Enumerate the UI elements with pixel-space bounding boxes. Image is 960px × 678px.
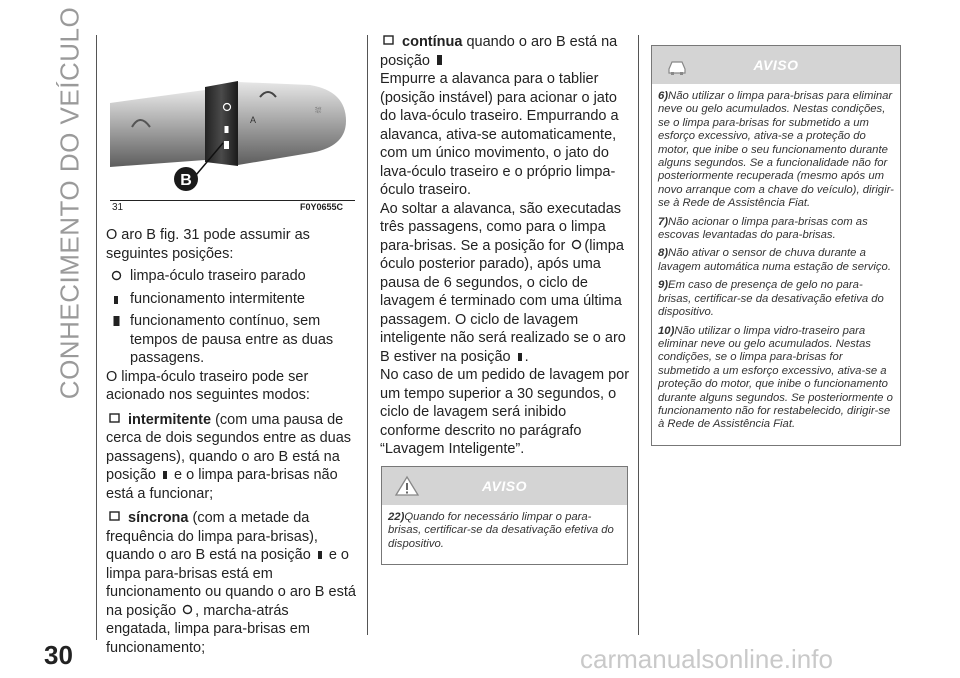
warning-item: 10)Não utilizar o limpa vidro-traseiro para eliminar neve ou gelo acumulados. Nestas condições, se o limpa para-brisas for submetido a um esforço excessivo, ativa-se a proteção do motor, que inibe o funcionamento durante alguns segundos. Se posteriormente o funcionamento não for restabelecido, dirigir-se à Rede de Assistência Fiat. [658,324,893,431]
position-item-continuous: funcionamento contínuo, sem tempos de pausa entre as duas passagens. [106,312,356,368]
warning-item: 7)Não acionar o limpa para-brisas com as escovas levantadas do para-brisas. [658,215,868,242]
column-1 [106,226,356,657]
warning-item: 8)Não ativar o sensor de chuva durante a lavagem automática numa estação de serviço. [658,247,891,273]
callout-letter: B [180,172,192,189]
continuous-icon [106,312,126,327]
warning-header: AVISO [382,467,627,505]
positions-intro: O aro B fig. 31 pode assumir as seguintes posições: [106,227,310,262]
page-number: 30 [44,640,73,670]
side-rule [96,35,97,640]
position-item-stopped: limpa-óculo traseiro parado [106,267,356,286]
svg-text:⛆: ⛆ [315,106,322,115]
warning-header: AVISO [652,46,900,84]
wiper-stalk-illustration [110,35,355,200]
warning-box-6-10 [651,45,901,446]
intermittent-icon [317,546,323,565]
column-divider-1 [367,35,368,635]
footer-watermark: carmanualsonline.info [580,644,833,674]
column-2 [380,33,630,459]
warning-item: 9)Em caso de presença de gelo no para-brisas, certificar-se da desativação efetiva do dispositivo. [658,279,884,319]
figure-number: 31 [112,202,124,213]
position-item-intermittent: funcionamento intermitente [106,290,356,309]
mode-intermittent: intermitente (com uma pausa de cerca de dois segundos entre as duas passagens), quando o aro B está na posição e o limpa para-brisas não está a funcionar; [106,411,352,502]
figure-code: F0Y0655C [300,202,344,212]
warning-body [652,84,900,445]
warning-item: 6)Não utilizar o limpa para-brisas para eliminar neve ou gelo acumulados. Nestas condições, se o limpa para-brisas for submetido a um esforço excessivo, ativa-se a proteção do motor, que inibe o seu funcionamento durante alguns segundos. Se a funcionalidade não for posteriormente recuperada (mesmo após um novo arranque com a chave do veículo), dirigir-se à Rede de Assistência Fiat. [658,90,894,210]
circle-icon [106,267,126,281]
figure-wiper-stalk [110,35,355,218]
warning-body [382,505,627,564]
circle-icon [182,602,193,621]
mode-bullet-icon [108,509,122,528]
wash-paragraph-1: Empurre a alavanca para o tablier (posição instável) para acionar o jato do lava-óculo traseiro. Empurrando a alavanca, ativa-se automaticamente, com um único movimento, o jato do lava-óculo traseiro e o próprio limpa-óculo traseiro. [380,71,619,199]
svg-text:A: A [250,115,257,125]
mode-synchronous: síncrona (com a metade da frequência do limpa para-brisas), quando o aro B está na posição e o limpa para-brisas está em funcionamento ou quando o aro B está na posição , marcha-atrás engatada, limpa para-brisas em funcionamento; [106,510,356,656]
modes-intro: O limpa-óculo traseiro pode ser acionado nos seguintes modos: [106,368,310,403]
continuous-icon [436,52,443,71]
side-section-title: CONHECIMENTO DO VEÍCULO [54,6,85,400]
warning-box-22 [381,466,628,565]
figure-caption-rule [110,200,355,201]
intermittent-icon [162,466,168,485]
intermittent-icon [517,348,523,367]
circle-icon [571,237,582,256]
intermittent-icon [106,290,126,305]
wash-paragraph-3: No caso de um pedido de lavagem por um tempo superior a 30 segundos, o ciclo de lavagem será inibido conforme descrito no parágrafo “Lavagem Inteligente”. [380,367,630,458]
mode-bullet-icon [108,411,122,430]
warning-item: 22)Quando for necessário limpar o para-brisas, certificar-se da desativação efetiva do dispositivo. [388,511,614,550]
column-divider-2 [638,35,639,635]
mode-continuous: contínua quando o aro B está na posição [380,34,618,69]
wash-paragraph-2: Ao soltar a alavanca, são executadas três passagens, como para o limpa para-brisas. Se a posição for (limpa óculo posterior parado), após uma pausa de 6 segundos, o ciclo de lavagem é terminado com uma última passagem. O ciclo de lavagem inteligente não será realizado se o aro B estiver na posição . [380,200,626,365]
mode-bullet-icon [382,33,396,52]
